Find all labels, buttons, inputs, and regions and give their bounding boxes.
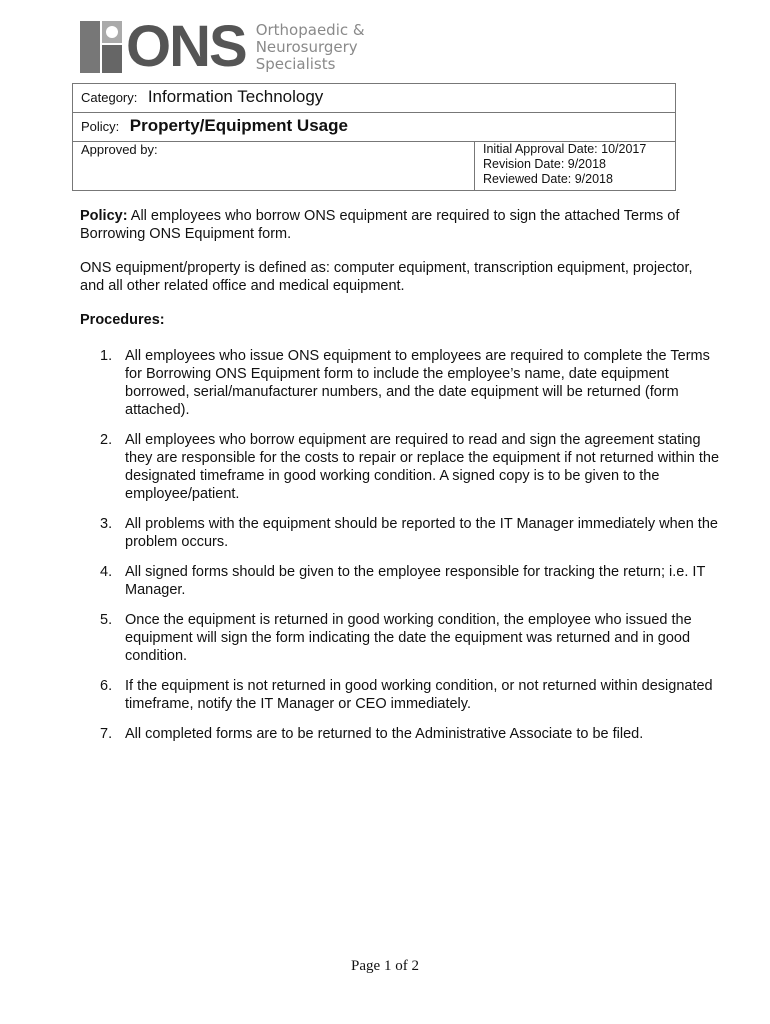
procedure-item [80,347,720,419]
procedure-text: All signed forms should be given to the employee responsible for tracking the return; i.e. IT Manager. [125,564,706,598]
procedure-item [80,431,720,503]
procedure-number: 1. [100,348,113,364]
policy-cell [73,113,676,142]
dates-cell [475,142,676,191]
procedure-text: All employees who borrow equipment are required to read and sign the agreement stating they are responsible for the costs to repair or replace the equipment if not returned within the designated timeframe in good working condition. A signed copy is to be given to the employee/patient. [125,432,720,502]
logo-mark-icon [80,21,124,73]
procedure-number: 5. [100,612,113,628]
category-label: Category: [81,90,138,105]
policy-text: All employees who borrow ONS equipment are required to sign the attached Terms of Borrowing ONS Equipment form. [80,208,680,242]
policy-statement [80,207,720,243]
initial-approval-date: Initial Approval Date: 10/2017 [483,142,647,156]
procedure-number: 6. [100,678,113,694]
policy-title: Property/Equipment Usage [129,116,348,135]
procedure-number: 7. [100,726,113,742]
ons-logo [80,14,365,79]
policy-heading: Policy: [80,208,128,224]
procedure-text: Once the equipment is returned in good working condition, the employee who issued the equipment will sign the form indicating the date the equipment was returned and in good condition. [125,612,692,664]
logo-tagline-line: Orthopaedic & [255,20,365,39]
category-value: Information Technology [147,87,324,106]
procedure-item [80,515,720,551]
policy-header-table [72,83,676,191]
procedure-number: 3. [100,516,113,532]
procedure-text: All problems with the equipment should be reported to the IT Manager immediately when the problem occurs. [125,516,718,550]
logo-tagline-line: Neurosurgery [255,37,358,56]
approved-label: Approved by: [81,142,158,157]
procedures-heading: Procedures: [80,312,165,328]
logo-tagline [256,22,365,73]
equipment-definition: ONS equipment/property is defined as: computer equipment, transcription equipment, projector, and all other related office and medical equipment. [80,260,693,294]
page-number: Page 1 of 2 [351,958,419,974]
procedure-text: All employees who issue ONS equipment to employees are required to complete the Terms for Borrowing ONS Equipment form to include the employee’s name, date equipment borrowed, serial/manufacturer numbers, and the date equipment will be returned (form attached). [125,348,710,418]
policy-label: Policy: [81,119,120,134]
procedure-text: If the equipment is not returned in good working condition, or not returned within designated timeframe, notify the IT Manager or CEO immediately. [125,678,713,712]
procedure-item [80,563,720,599]
procedure-number: 2. [100,432,113,448]
revision-date: Revision Date: 9/2018 [483,157,606,171]
reviewed-date: Reviewed Date: 9/2018 [483,172,613,186]
document-body [80,207,720,755]
logo-wordmark: ONS [126,14,246,79]
procedures-list [80,347,720,743]
procedure-item [80,611,720,665]
procedure-item [80,725,720,743]
procedure-number: 4. [100,564,113,580]
procedure-text: All completed forms are to be returned to the Administrative Associate to be filed. [125,726,644,742]
approved-cell [73,142,475,191]
logo-tagline-line: Specialists [255,54,336,73]
procedure-item [80,677,720,713]
category-cell [73,84,676,113]
